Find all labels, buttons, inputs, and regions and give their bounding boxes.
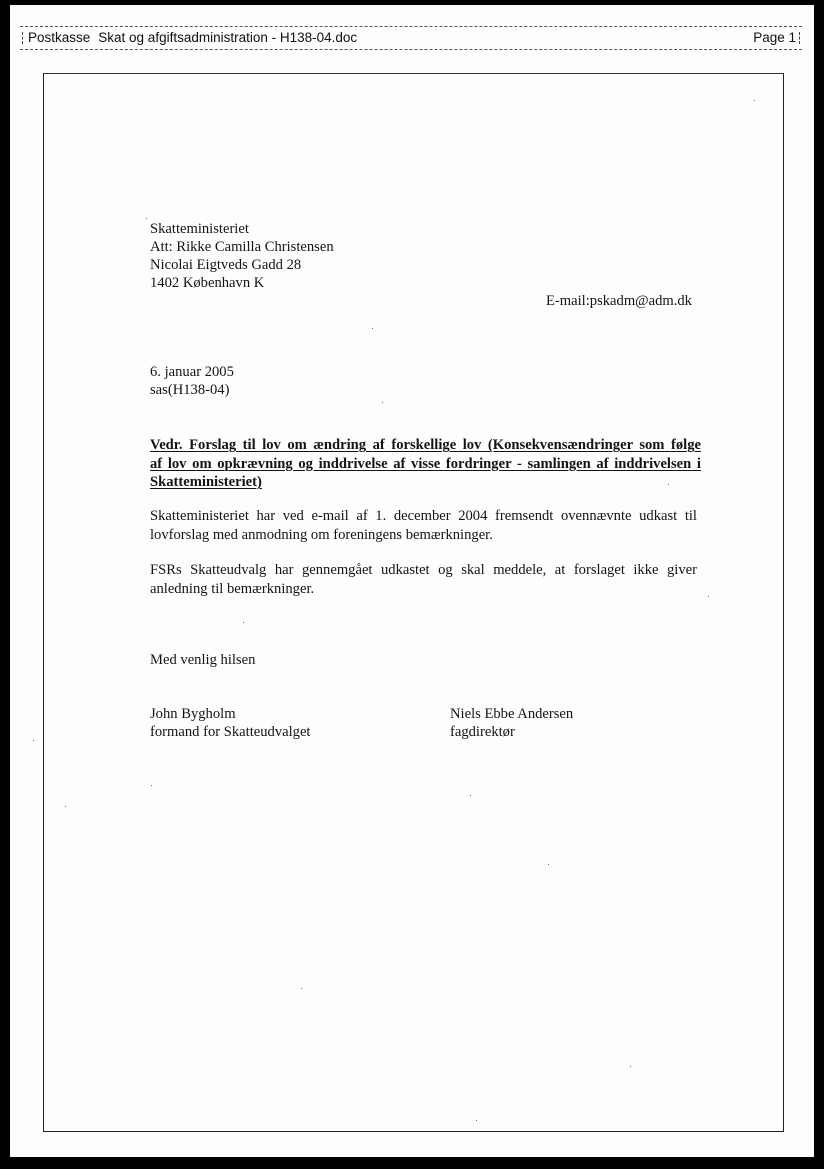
header-left-text [28, 30, 357, 45]
scan-speck [65, 806, 66, 807]
scan-speck [382, 402, 383, 403]
scan-speck [476, 1120, 477, 1121]
letter-subject [150, 436, 701, 492]
signatory-title: fagdirektør [450, 724, 515, 740]
scan-speck [301, 988, 302, 989]
letter-reference: sas(H138-04) [150, 382, 230, 398]
header-page-label: Page 1 [753, 30, 796, 45]
recipient-line: Att: Rikke Camilla Christensen [150, 239, 334, 255]
scan-speck [151, 785, 152, 786]
letter-closing: Med venlig hilsen [150, 652, 256, 668]
body-paragraph: FSRs Skatteudvalg har gennemgået udkastet og skal meddele, at forslaget ikke giver anledning til bemærkninger. [150, 562, 697, 597]
scan-speck [668, 484, 669, 485]
scan-speck [630, 1066, 631, 1067]
scan-speck [470, 795, 471, 796]
scan-speck [708, 596, 709, 597]
signatory-name: Niels Ebbe Andersen [450, 706, 574, 722]
scan-speck [33, 740, 34, 741]
recipient-address [150, 220, 334, 292]
subject-line: Vedr. Forslag til lov om ændring af forskellige lov (Konsekvensændringer som følge [150, 437, 701, 453]
subject-line: Skatteministeriet) [150, 474, 262, 490]
recipient-email: E-mail:pskadm@adm.dk [546, 293, 692, 309]
scan-speck [754, 100, 755, 101]
header-right-tick [799, 32, 801, 44]
signatory-title: formand for Skatteudvalget [150, 724, 311, 740]
signatory-name: John Bygholm [150, 706, 236, 722]
date-reference-block [150, 363, 234, 399]
scan-speck [372, 328, 373, 329]
recipient-line: 1402 København K [150, 275, 265, 291]
scan-speck [243, 622, 244, 623]
scan-speck [146, 218, 147, 219]
recipient-line: Nicolai Eigtveds Gadd 28 [150, 257, 302, 273]
body-paragraph: Skatteministeriet har ved e-mail af 1. december 2004 fremsendt ovennævnte udkast til lovforslag med anmodning om foreningens bemærkninger. [150, 508, 697, 543]
subject-line: af lov om opkrævning og inddrivelse af visse fordringer - samlingen af inddrivelsen i [150, 455, 701, 472]
header-document-title: Skat og afgiftsadministration - H138-04.doc [98, 30, 358, 45]
recipient-line: Skatteministeriet [150, 221, 249, 237]
signatory-block [450, 705, 573, 741]
letter-date: 6. januar 2005 [150, 364, 234, 380]
header-folder: Postkasse [28, 30, 91, 45]
print-header [20, 26, 802, 50]
scan-speck [548, 864, 549, 865]
header-left-tick [22, 32, 24, 44]
signatory-block [150, 705, 310, 741]
